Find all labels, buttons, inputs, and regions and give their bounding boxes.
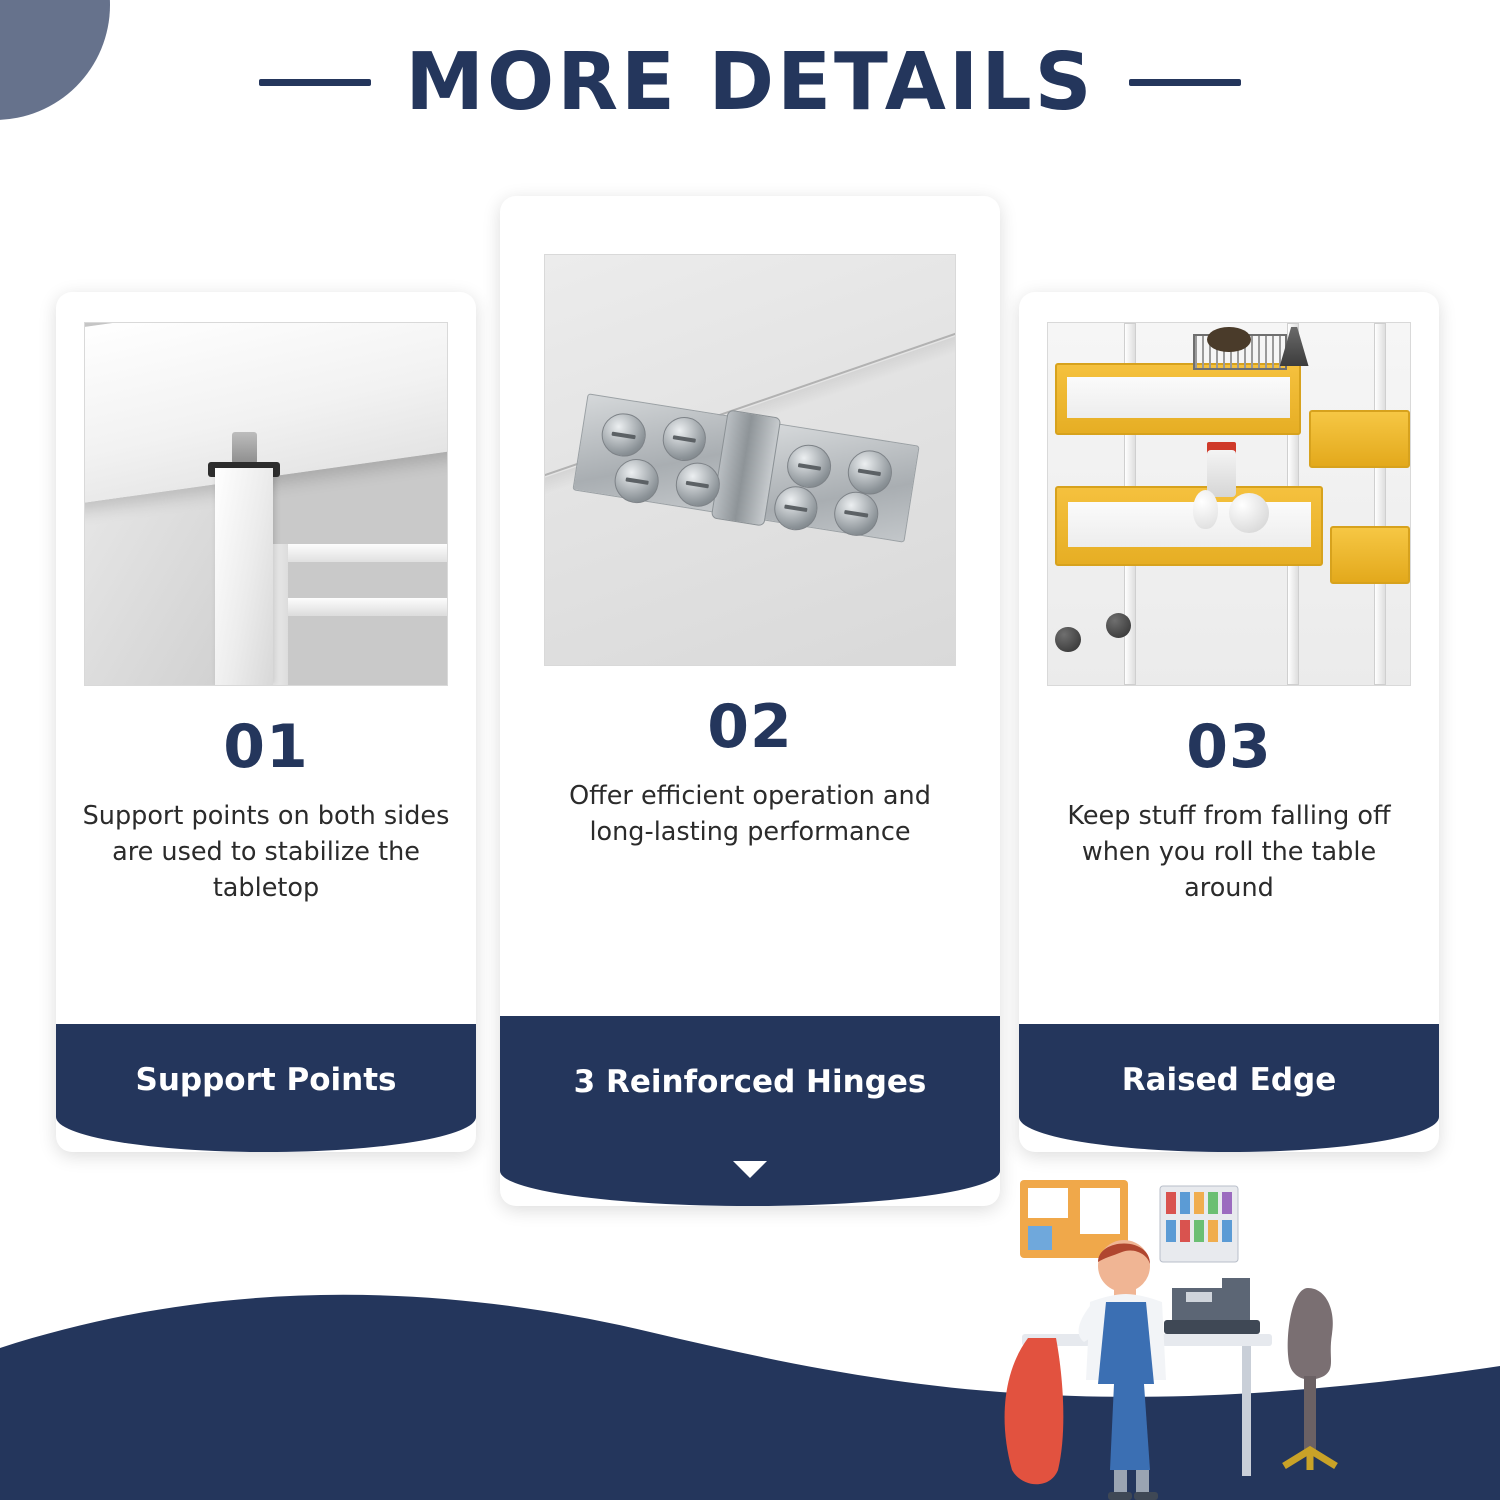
chevron-down-icon[interactable] (733, 1161, 767, 1178)
card-photo-wrap (56, 292, 476, 686)
hinge-photo (544, 254, 956, 666)
support-point-photo (84, 322, 448, 686)
card-label-band (500, 1016, 1000, 1206)
header-rule-left (259, 79, 371, 86)
card-photo-wrap (500, 196, 1000, 666)
card-number: 03 (1186, 712, 1272, 782)
feature-card-raised-edge[interactable] (1019, 292, 1439, 1152)
card-number: 01 (223, 712, 309, 782)
sewing-scene-illustration (964, 1170, 1414, 1500)
card-label: Raised Edge (1121, 1062, 1337, 1098)
card-label: 3 Reinforced Hinges (573, 1064, 927, 1100)
feature-card-group (56, 196, 1446, 1206)
card-number: 02 (707, 692, 793, 762)
feature-card-reinforced-hinges[interactable] (500, 196, 1000, 1206)
page-title: MORE DETAILS (405, 36, 1095, 128)
card-label-band (56, 1024, 476, 1152)
header-rule-right (1129, 79, 1241, 86)
card-description: Keep stuff from falling off when you roll the table around (1067, 801, 1391, 904)
card-label-band (1019, 1024, 1439, 1152)
card-description: Support points on both sides are used to stabilize the tabletop (82, 801, 450, 904)
card-description: Offer efficient operation and long-lasting performance (569, 781, 931, 848)
card-photo-wrap (1019, 292, 1439, 686)
feature-card-support-points[interactable] (56, 292, 476, 1152)
card-label: Support Points (135, 1062, 397, 1098)
raised-edge-photo (1047, 322, 1411, 686)
page-header (0, 36, 1500, 128)
